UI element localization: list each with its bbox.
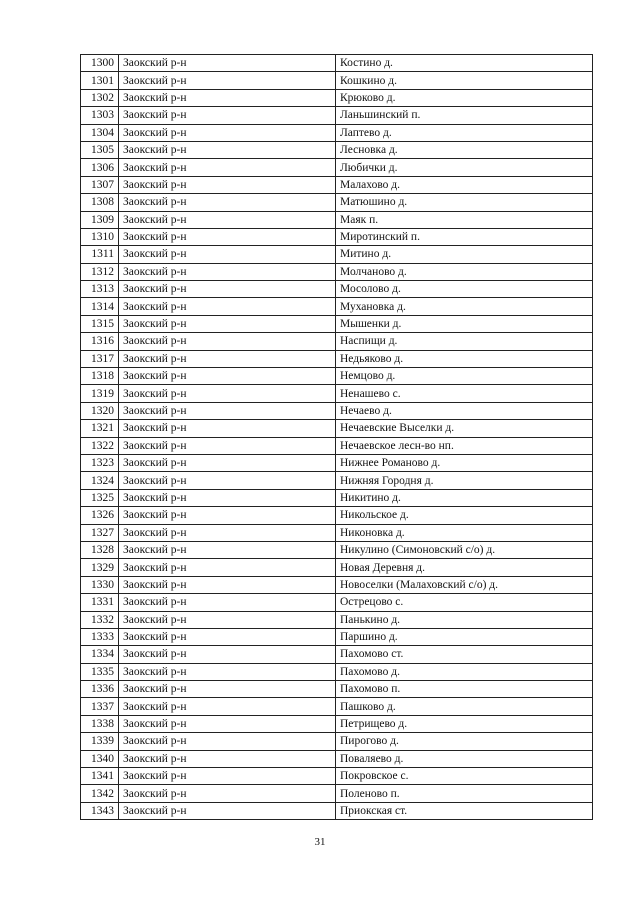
table-row (81, 141, 593, 158)
settlement-cell: Никоновка д. (336, 524, 593, 541)
district-cell: Заокский р-н (119, 228, 336, 245)
settlement-cell: Нижнее Романово д. (336, 454, 593, 471)
table-row (81, 715, 593, 732)
table-row (81, 124, 593, 141)
settlement-cell: Панькино д. (336, 611, 593, 628)
district-cell: Заокский р-н (119, 246, 336, 263)
row-number-cell: 1301 (81, 72, 119, 89)
district-cell: Заокский р-н (119, 768, 336, 785)
table-row (81, 698, 593, 715)
table-row (81, 350, 593, 367)
settlement-cell: Лаптево д. (336, 124, 593, 141)
table-row (81, 107, 593, 124)
settlement-cell: Пахомово п. (336, 681, 593, 698)
settlement-cell: Новая Деревня д. (336, 559, 593, 576)
settlement-cell: Немцово д. (336, 368, 593, 385)
district-cell: Заокский р-н (119, 785, 336, 802)
row-number-cell: 1342 (81, 785, 119, 802)
table-body (81, 55, 593, 820)
district-cell: Заокский р-н (119, 541, 336, 558)
table-row (81, 524, 593, 541)
table-row (81, 802, 593, 819)
row-number-cell: 1333 (81, 628, 119, 645)
district-cell: Заокский р-н (119, 194, 336, 211)
table-row (81, 733, 593, 750)
district-cell: Заокский р-н (119, 368, 336, 385)
district-cell: Заокский р-н (119, 159, 336, 176)
district-cell: Заокский р-н (119, 385, 336, 402)
table-row (81, 298, 593, 315)
row-number-cell: 1340 (81, 750, 119, 767)
table-row (81, 368, 593, 385)
settlement-cell: Поваляево д. (336, 750, 593, 767)
settlement-cell: Недьяково д. (336, 350, 593, 367)
settlement-cell: Приокская ст. (336, 802, 593, 819)
table-row (81, 507, 593, 524)
district-cell: Заокский р-н (119, 420, 336, 437)
row-number-cell: 1317 (81, 350, 119, 367)
settlement-cell: Пахомово ст. (336, 646, 593, 663)
row-number-cell: 1335 (81, 663, 119, 680)
row-number-cell: 1303 (81, 107, 119, 124)
row-number-cell: 1338 (81, 715, 119, 732)
settlement-cell: Маяк п. (336, 211, 593, 228)
district-cell: Заокский р-н (119, 437, 336, 454)
settlement-cell: Малахово д. (336, 176, 593, 193)
district-cell: Заокский р-н (119, 281, 336, 298)
settlement-cell: Пирогово д. (336, 733, 593, 750)
row-number-cell: 1331 (81, 594, 119, 611)
table-row (81, 472, 593, 489)
district-cell: Заокский р-н (119, 646, 336, 663)
row-number-cell: 1323 (81, 454, 119, 471)
settlement-cell: Мосолово д. (336, 281, 593, 298)
district-cell: Заокский р-н (119, 715, 336, 732)
row-number-cell: 1328 (81, 541, 119, 558)
settlement-cell: Матюшино д. (336, 194, 593, 211)
table-row (81, 628, 593, 645)
settlement-cell: Костино д. (336, 55, 593, 72)
table-row (81, 402, 593, 419)
row-number-cell: 1343 (81, 802, 119, 819)
table-row (81, 559, 593, 576)
district-cell: Заокский р-н (119, 802, 336, 819)
district-cell: Заокский р-н (119, 611, 336, 628)
table-row (81, 315, 593, 332)
district-cell: Заокский р-н (119, 333, 336, 350)
district-cell: Заокский р-н (119, 576, 336, 593)
settlement-cell: Лесновка д. (336, 141, 593, 158)
row-number-cell: 1330 (81, 576, 119, 593)
table-row (81, 750, 593, 767)
row-number-cell: 1310 (81, 228, 119, 245)
table-row (81, 437, 593, 454)
settlement-cell: Никулино (Симоновский с/о) д. (336, 541, 593, 558)
row-number-cell: 1341 (81, 768, 119, 785)
settlement-cell: Нечаевские Выселки д. (336, 420, 593, 437)
table-row (81, 159, 593, 176)
table-row (81, 420, 593, 437)
table-row (81, 263, 593, 280)
district-cell: Заокский р-н (119, 628, 336, 645)
row-number-cell: 1320 (81, 402, 119, 419)
row-number-cell: 1300 (81, 55, 119, 72)
settlement-cell: Мухановка д. (336, 298, 593, 315)
settlement-cell: Пашково д. (336, 698, 593, 715)
table-row (81, 646, 593, 663)
row-number-cell: 1336 (81, 681, 119, 698)
district-cell: Заокский р-н (119, 524, 336, 541)
district-cell: Заокский р-н (119, 472, 336, 489)
settlement-cell: Нечаево д. (336, 402, 593, 419)
row-number-cell: 1318 (81, 368, 119, 385)
row-number-cell: 1329 (81, 559, 119, 576)
district-cell: Заокский р-н (119, 263, 336, 280)
table-row (81, 281, 593, 298)
settlement-cell: Нечаевское лесн-во нп. (336, 437, 593, 454)
row-number-cell: 1305 (81, 141, 119, 158)
settlement-cell: Паршино д. (336, 628, 593, 645)
settlements-table-container (80, 54, 592, 820)
row-number-cell: 1314 (81, 298, 119, 315)
settlement-cell: Митино д. (336, 246, 593, 263)
district-cell: Заокский р-н (119, 107, 336, 124)
settlement-cell: Крюково д. (336, 89, 593, 106)
settlement-cell: Миротинский п. (336, 228, 593, 245)
table-row (81, 785, 593, 802)
table-row (81, 454, 593, 471)
row-number-cell: 1334 (81, 646, 119, 663)
row-number-cell: 1319 (81, 385, 119, 402)
table-row (81, 385, 593, 402)
district-cell: Заокский р-н (119, 89, 336, 106)
row-number-cell: 1302 (81, 89, 119, 106)
district-cell: Заокский р-н (119, 559, 336, 576)
row-number-cell: 1339 (81, 733, 119, 750)
settlement-cell: Никитино д. (336, 489, 593, 506)
settlement-cell: Ланьшинский п. (336, 107, 593, 124)
district-cell: Заокский р-н (119, 663, 336, 680)
table-row (81, 681, 593, 698)
row-number-cell: 1326 (81, 507, 119, 524)
page-number: 31 (314, 836, 326, 848)
district-cell: Заокский р-н (119, 211, 336, 228)
settlement-cell: Нижняя Городня д. (336, 472, 593, 489)
table-row (81, 72, 593, 89)
settlement-cell: Покровское с. (336, 768, 593, 785)
row-number-cell: 1325 (81, 489, 119, 506)
district-cell: Заокский р-н (119, 72, 336, 89)
settlement-cell: Кошкино д. (336, 72, 593, 89)
table-row (81, 55, 593, 72)
table-row (81, 541, 593, 558)
table-row (81, 211, 593, 228)
district-cell: Заокский р-н (119, 489, 336, 506)
row-number-cell: 1332 (81, 611, 119, 628)
district-cell: Заокский р-н (119, 733, 336, 750)
row-number-cell: 1321 (81, 420, 119, 437)
district-cell: Заокский р-н (119, 507, 336, 524)
district-cell: Заокский р-н (119, 315, 336, 332)
district-cell: Заокский р-н (119, 141, 336, 158)
district-cell: Заокский р-н (119, 594, 336, 611)
settlements-table (80, 54, 593, 820)
district-cell: Заокский р-н (119, 402, 336, 419)
table-row (81, 176, 593, 193)
table-row (81, 768, 593, 785)
table-row (81, 594, 593, 611)
district-cell: Заокский р-н (119, 298, 336, 315)
district-cell: Заокский р-н (119, 124, 336, 141)
row-number-cell: 1308 (81, 194, 119, 211)
settlement-cell: Молчаново д. (336, 263, 593, 280)
table-row (81, 246, 593, 263)
table-row (81, 89, 593, 106)
table-row (81, 576, 593, 593)
table-row (81, 489, 593, 506)
settlement-cell: Мышенки д. (336, 315, 593, 332)
settlement-cell: Петрищево д. (336, 715, 593, 732)
district-cell: Заокский р-н (119, 698, 336, 715)
table-row (81, 333, 593, 350)
row-number-cell: 1315 (81, 315, 119, 332)
district-cell: Заокский р-н (119, 750, 336, 767)
row-number-cell: 1327 (81, 524, 119, 541)
table-row (81, 663, 593, 680)
district-cell: Заокский р-н (119, 681, 336, 698)
table-row (81, 611, 593, 628)
row-number-cell: 1322 (81, 437, 119, 454)
row-number-cell: 1311 (81, 246, 119, 263)
district-cell: Заокский р-н (119, 55, 336, 72)
settlement-cell: Поленово п. (336, 785, 593, 802)
settlement-cell: Ненашево с. (336, 385, 593, 402)
row-number-cell: 1306 (81, 159, 119, 176)
settlement-cell: Новоселки (Малаховский с/о) д. (336, 576, 593, 593)
settlement-cell: Пахомово д. (336, 663, 593, 680)
district-cell: Заокский р-н (119, 350, 336, 367)
settlement-cell: Острецово с. (336, 594, 593, 611)
settlement-cell: Наспищи д. (336, 333, 593, 350)
district-cell: Заокский р-н (119, 176, 336, 193)
row-number-cell: 1316 (81, 333, 119, 350)
row-number-cell: 1304 (81, 124, 119, 141)
row-number-cell: 1324 (81, 472, 119, 489)
table-row (81, 228, 593, 245)
row-number-cell: 1337 (81, 698, 119, 715)
row-number-cell: 1307 (81, 176, 119, 193)
district-cell: Заокский р-н (119, 454, 336, 471)
row-number-cell: 1313 (81, 281, 119, 298)
table-row (81, 194, 593, 211)
settlement-cell: Любички д. (336, 159, 593, 176)
row-number-cell: 1312 (81, 263, 119, 280)
row-number-cell: 1309 (81, 211, 119, 228)
settlement-cell: Никольское д. (336, 507, 593, 524)
